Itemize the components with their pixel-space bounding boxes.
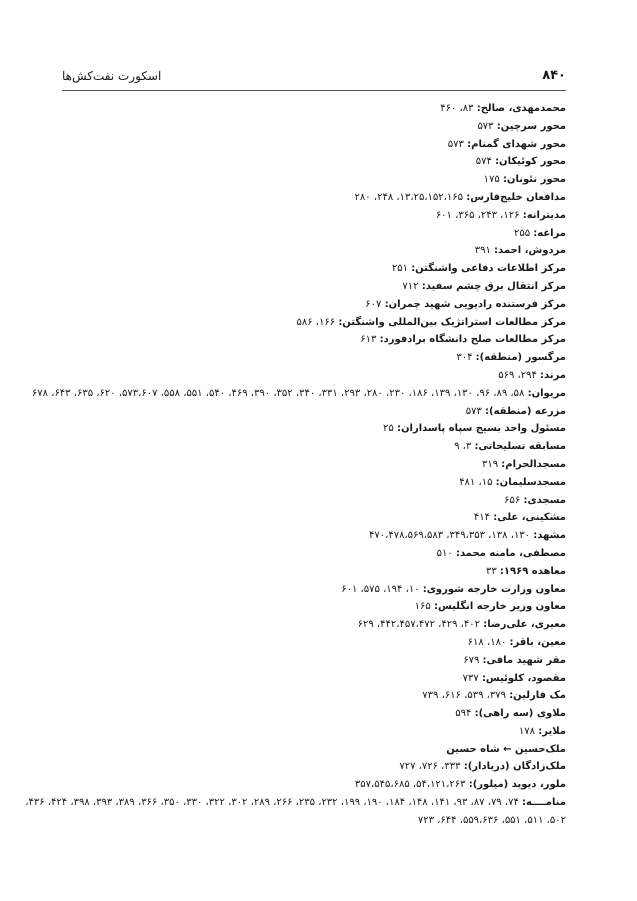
index-pages: ۵۷۳ xyxy=(465,405,482,417)
index-term: معین، باقر: xyxy=(509,636,566,648)
index-entry xyxy=(6,420,566,438)
index-term: محور کوئیکان: xyxy=(495,156,566,168)
index-entries xyxy=(6,100,566,830)
index-pages: ۱۸۰، ۶۱۸ xyxy=(467,636,507,648)
index-term: مرکز فرستنده رادیویی شهید چمران: xyxy=(384,298,566,310)
index-pages: ۱۶۶، ۵۸۶ xyxy=(296,316,336,328)
index-pages: ۵۴،۱۲۱،۲۶۳، ۳۵۷،۵۴۵،۶۸۵ xyxy=(354,779,466,791)
index-term: مردوش، احمد: xyxy=(494,245,566,257)
page-number: ۸۴۰ xyxy=(542,68,566,83)
index-entry xyxy=(6,705,566,723)
index-term: مراغه: xyxy=(533,227,566,239)
index-entry xyxy=(6,260,566,278)
index-entry xyxy=(6,100,566,118)
index-entry xyxy=(6,242,566,260)
index-term: ملک‌زادگان (دریادار): xyxy=(463,761,566,773)
index-entry xyxy=(6,687,566,705)
index-pages: ۵۹۴ xyxy=(455,708,472,720)
index-entry xyxy=(6,474,566,492)
index-term: مدافعان خلیج‌فارس: xyxy=(466,191,566,203)
index-pages: ۵۷۳ xyxy=(477,120,494,132)
index-pages: ۳۳ xyxy=(485,565,497,577)
index-pages: ۲۵۱ xyxy=(391,263,408,275)
index-term: معاون وزیر خارجه انگلیس: xyxy=(433,601,566,613)
index-entry xyxy=(6,492,566,510)
index-entry xyxy=(6,367,566,385)
index-term: مسجدی: xyxy=(523,494,566,506)
index-term: محور شهدای گمنام: xyxy=(467,138,566,150)
index-entry xyxy=(6,153,566,171)
index-pages: ۷۳۷ xyxy=(462,672,479,684)
index-entry xyxy=(6,581,566,599)
index-pages: ۵۷۳ xyxy=(447,138,464,150)
index-pages: ۲۵۵ xyxy=(513,227,531,239)
index-entry xyxy=(6,118,566,136)
index-term: مرکز مطالعات استراتژیک بین‌المللی واشنگتن: xyxy=(338,316,566,328)
index-pages: ۳۹۱ xyxy=(474,245,491,257)
index-pages: ۳۳۳، ۷۲۶، ۷۲۷ xyxy=(399,761,461,773)
index-pages: ۱۰، ۱۹۴، ۵۷۵، ۶۰۱ xyxy=(341,583,420,595)
index-term: مک فارلین: xyxy=(509,690,566,702)
index-entry xyxy=(6,278,566,296)
index-term: مدیترانه: xyxy=(522,209,566,221)
index-entry xyxy=(6,741,566,759)
index-pages: ۱۵، ۴۸۱ xyxy=(459,476,493,488)
index-term: مرکز اطلاعات دفاعی واشنگتن: xyxy=(411,263,566,275)
index-pages: ۸۳، ۴۶۰ xyxy=(440,103,474,114)
index-entry xyxy=(6,652,566,670)
index-entry xyxy=(6,171,566,189)
index-entry xyxy=(6,616,566,634)
index-term: مرند: xyxy=(540,369,566,381)
index-entry xyxy=(6,634,566,652)
index-pages: ۵۸، ۸۹، ۹۶، ۱۳۰، ۱۳۹، ۱۸۶، ۲۳۰، ۲۸۰، ۲۹۳، ۳۳۱، ۳۴۰، ۳۵۲، ۳۹۰، ۴۶۹، ۵۴۰، ۵۵۱، ۵۵۸، ۵۷۳،۶۰۷، ۶۲۰، ۶۳۵، ۶۴۳، ۶۷۸ xyxy=(31,387,525,399)
index-term: مریوان: xyxy=(527,387,566,399)
index-pages: ۱۳،۲۵،۱۵۲،۱۶۵، ۲۴۸، ۲۸۰ xyxy=(354,191,464,203)
index-entry xyxy=(6,296,566,314)
index-term: مقصود، کلوئیس: xyxy=(481,672,566,684)
index-term: مرکز انتقال برق چشم سفید: xyxy=(421,280,566,292)
index-term: مشکینی، علی: xyxy=(493,512,566,524)
index-term: مسجدسلیمان: xyxy=(495,476,566,488)
index-pages: ۶۱۳ xyxy=(360,334,377,346)
index-entry xyxy=(6,136,566,154)
index-term: مسجدالحرام: xyxy=(501,458,566,470)
index-pages: ۱۲۶، ۲۴۳، ۳۶۵، ۶۰۱ xyxy=(435,209,520,221)
index-term: محور نئونان: xyxy=(502,174,566,186)
index-entry xyxy=(6,314,566,332)
index-entry xyxy=(6,776,566,794)
index-entry xyxy=(6,456,566,474)
index-term: معیری، علی‌رضا: xyxy=(483,619,566,631)
index-term: محمدمهدی، صالح: xyxy=(476,103,566,114)
index-entry xyxy=(6,207,566,225)
index-pages: ۱۶۵ xyxy=(414,601,431,613)
index-term: مصطفی، مامنه محمد: xyxy=(455,547,566,559)
index-entry xyxy=(6,670,566,688)
index-pages: ۵۷۴ xyxy=(475,156,492,168)
index-entry xyxy=(6,563,566,581)
index-term: مرکز مطالعات صلح دانشگاه برادفورد: xyxy=(379,334,566,346)
index-entry xyxy=(6,438,566,456)
index-term: منامــــه: xyxy=(522,797,566,809)
index-pages: ۵۱۰ xyxy=(436,547,453,559)
index-pages: ۷۱۲ xyxy=(402,280,419,292)
index-entry xyxy=(6,509,566,527)
index-pages: ۶۵۶ xyxy=(504,494,521,506)
index-entry xyxy=(6,225,566,243)
index-term: مزرعه (منطقه): xyxy=(485,405,566,417)
index-entry xyxy=(6,794,566,830)
index-term: مسئول واحد بسیج سپاه پاسداران: xyxy=(396,423,566,435)
index-pages: ۴۱۴ xyxy=(473,512,491,524)
index-pages: ۳۱۹ xyxy=(481,458,499,470)
index-term: مسابقه تسلیحاتی: xyxy=(474,441,566,453)
index-entry xyxy=(6,403,566,421)
index-pages: ۲۹۴، ۵۶۹ xyxy=(498,369,537,381)
index-entry xyxy=(6,545,566,563)
index-term: محور سرچین: xyxy=(496,120,566,132)
index-entry xyxy=(6,723,566,741)
index-pages: ۲۵ xyxy=(383,423,394,435)
index-term: معاون وزارت خارجه شوروی: xyxy=(422,583,566,595)
index-pages: ۴۰۲، ۴۲۹، ۴۴۲،۴۵۷،۴۷۲، ۶۲۹ xyxy=(357,619,481,631)
index-term: مشهد: xyxy=(533,530,566,542)
index-entry xyxy=(6,189,566,207)
index-entry xyxy=(6,527,566,545)
index-pages: ۳، ۹ xyxy=(454,441,472,453)
index-pages: ۳۰۴ xyxy=(456,352,473,364)
index-term: ملک‌حسین ← شاه حسین xyxy=(446,743,566,755)
book-title: اسکورت نفت‌کش‌ها xyxy=(62,69,162,83)
index-pages: ۶۰۷ xyxy=(365,298,382,310)
index-pages: ۶۷۹ xyxy=(463,654,480,666)
index-term: مرگسور (منطقه): xyxy=(475,352,566,364)
index-entry xyxy=(6,758,566,776)
index-term: معاهده ۱۹۶۹: xyxy=(499,565,566,577)
index-pages: ۱۷۵ xyxy=(483,174,500,186)
index-pages: ۷۴، ۷۹، ۸۷، ۹۳، ۱۴۱، ۱۴۸، ۱۸۴، ۱۹۰، ۱۹۹، ۲۳۲، ۲۳۵، ۲۶۶، ۲۸۹، ۳۰۲، ۳۲۲، ۳۳۰، ۳۵۰، ۳۶۶، ۳۸۹، ۳۹۳، ۳۹۸، ۴۲۴، ۴۳۶، ۵۰۲، ۵۱۱، ۵۵۱، ۵۵۹،۶۳۶، ۶۴۴، ۷۲۳ xyxy=(25,797,566,826)
index-term: ملور، دیوید (میلور): xyxy=(468,779,566,791)
index-pages: ۱۳۰، ۱۳۸، ۳۴۹،۳۵۳، ۴۷۰،۴۷۸،۵۶۹،۵۸۳ xyxy=(368,530,531,542)
index-entry xyxy=(6,385,566,403)
index-term: ملاوی (سه راهی): xyxy=(474,708,566,720)
index-term: مقر شهید مافی: xyxy=(482,654,566,666)
index-entry xyxy=(6,598,566,616)
index-pages: ۳۷۹، ۵۳۹، ۶۱۶، ۷۳۹ xyxy=(422,690,506,702)
index-pages: ۱۷۸ xyxy=(518,725,536,737)
index-term: ملایر: xyxy=(538,725,566,737)
page-header xyxy=(62,66,566,91)
index-entry xyxy=(6,331,566,349)
index-entry xyxy=(6,349,566,367)
